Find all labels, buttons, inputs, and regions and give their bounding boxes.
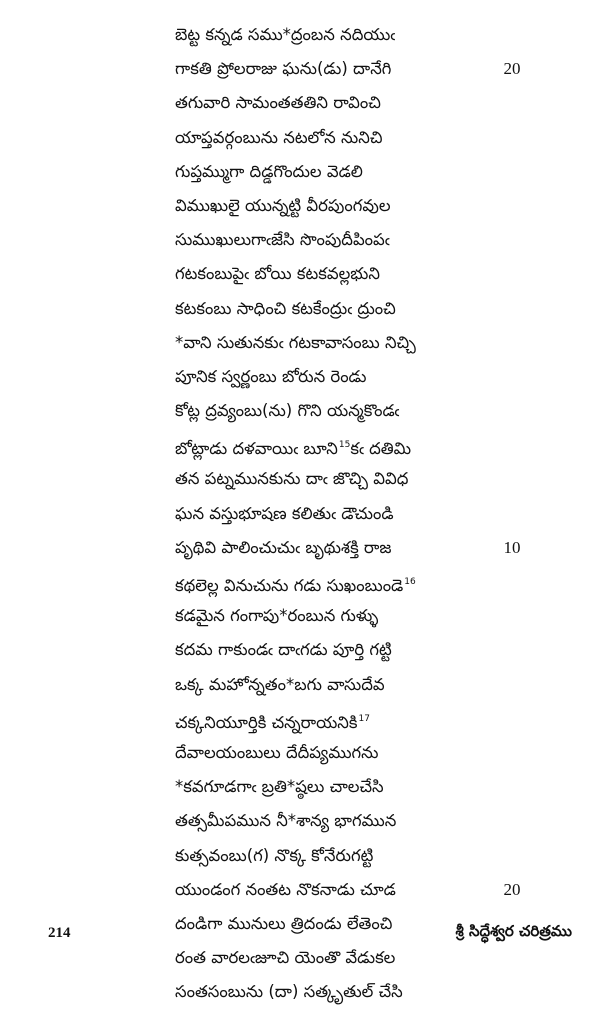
verse-line-text: గుప్తమ్ముగా దిడ్డగొందుల వెడలి <box>175 161 363 181</box>
verse-line-text: బోట్లాడు దళవాయిఁ బూని <box>175 439 338 459</box>
verse-line-text: *వాని సుతునకుఁ గటకావాసంబు నిచ్చి <box>175 332 416 352</box>
verse-line <box>175 702 445 736</box>
verse-line-text: కోట్ల ద్రవ్యంబు(ను) గొని యన్మకొండఁ <box>175 401 400 421</box>
verse-line-text: రంత వారలఁజూచి యెంతొ వేడుకల <box>175 948 396 968</box>
verse-line <box>175 257 445 291</box>
verse-line <box>175 360 445 394</box>
verse-line <box>175 223 445 257</box>
verse-line-text: సుముఖులుగాఁజేసి సొంపుదీపింపఁ <box>175 230 390 250</box>
verse-line <box>175 599 445 633</box>
verse-line-text: బెట్ట కన్నడ సము*ద్రంబన నదియుఁ <box>175 25 396 44</box>
verse-line-text: తన పట్నమునకును దాఁ జొచ్చి వివిధ <box>175 469 409 489</box>
verse-line-text: ఒక్క మహోన్నతం*బగు వాసుదేవ <box>175 674 385 694</box>
line-number-marker: 10 <box>503 538 521 557</box>
footnote-marker: 17 <box>358 713 370 724</box>
verse-line-text: దేవాలయంబులు దేదీప్యముగను <box>175 742 379 762</box>
verse-line <box>175 52 445 86</box>
verse-line-text: కటకంబు సాధించి కటకేంద్రుఁ ద్రుంచి <box>175 298 396 318</box>
footnote-marker: 15 <box>338 440 351 451</box>
verse-line-text: గాకతి ప్రోలరాజు ఘను(డు) దానేగి <box>175 59 392 79</box>
verse-line-text: కథలెల్ల వినుచును గడు సుఖంబుండె <box>175 576 404 595</box>
verse-line <box>175 497 445 531</box>
verse-line-text: దండిగా మునులు త్రిదండు లేతెంచి <box>175 913 393 933</box>
verse-line-text: విముఖులై యున్నట్టి వీరపుంగవుల <box>175 195 391 215</box>
verse-line <box>175 121 445 155</box>
verse-line <box>175 565 445 599</box>
verse-line <box>175 394 445 428</box>
verse-line-text: కదమ గాకుండఁ దాఁగడు పూర్తి గట్టి <box>175 640 392 660</box>
verse-line <box>175 804 445 838</box>
verse-line <box>175 189 445 223</box>
page-number: 214 <box>48 925 71 941</box>
verse-line <box>175 770 445 804</box>
verse-line <box>175 155 445 189</box>
verse-line <box>175 531 445 565</box>
verse-line <box>175 941 445 975</box>
verse-line-text: పూనిక స్వర్ణంబు బోరున రెండు <box>175 366 367 386</box>
verse-line <box>175 462 445 496</box>
verse-line-text: కుత్సవంబు(గ) నొక్క కోనేరుగట్టి <box>175 845 374 865</box>
line-number-marker: 20 <box>503 59 521 79</box>
verse-line-text: పృథివి పాలించుచుఁ బృథుశక్తి రాజ <box>175 537 392 557</box>
verse-line-text: యాప్తవర్గంబును నటలోన నునిచి <box>175 127 383 147</box>
verse-line-text: తత్సమీపమున నీ*శాన్య భాగమున <box>175 811 397 831</box>
verse-line-text: కడమైన గంగాపు*రంబున గుళ్ళు <box>175 606 379 626</box>
verse-line <box>175 633 445 667</box>
verse-line <box>175 292 445 326</box>
verse-line <box>175 18 445 52</box>
footnote-marker: 16 <box>404 577 416 587</box>
verse-line-text: ఘన వస్తుభూషణ కలితుఁ డౌచుండి <box>175 503 394 523</box>
verse-line <box>175 428 445 462</box>
verse-line <box>175 975 445 1009</box>
verse-line <box>175 873 445 907</box>
verse-line-tail: కఁ దతిమి <box>350 439 412 459</box>
verse-line-text: సంతసంబును (దా) సత్కృతుల్ చేసి <box>175 982 403 1002</box>
verse-line <box>175 326 445 360</box>
verse-line-text: చక్కనియూర్తికి చన్నరాయనికి <box>175 712 358 732</box>
verse-line-text: గటకంబుపైఁ బోయి కటకవల్లభుని <box>175 264 380 284</box>
verse-line-text: యుండంగ నంతట నొకనాడు చూడ <box>175 879 396 899</box>
line-number-marker: 20 <box>503 880 521 899</box>
verse-line <box>175 86 445 120</box>
verse-line <box>175 668 445 702</box>
verse-line-text: *కవగూడగాఁ బ్రతి*ష్ఠలు చాలచేసి <box>175 777 384 797</box>
verse-line-text: తగువారి సామంతతతిని రావించి <box>175 93 381 113</box>
verse-line <box>175 736 445 770</box>
verse-block <box>175 18 445 1009</box>
verse-line <box>175 907 445 941</box>
verse-line <box>175 839 445 873</box>
running-title: శ్రీ సిద్ధేశ్వర చరిత్రము <box>455 922 572 940</box>
